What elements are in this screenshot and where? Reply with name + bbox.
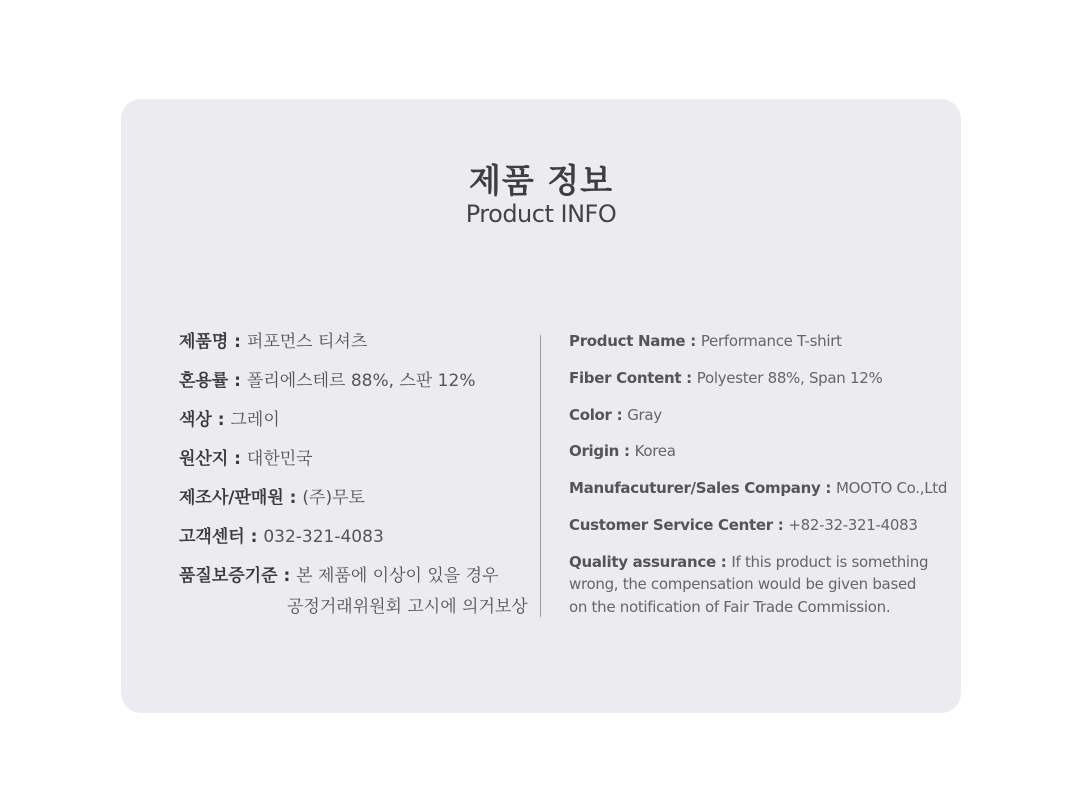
ko-product-name-row xyxy=(179,331,529,370)
en-maker-row xyxy=(569,477,948,514)
en-fiber-value: Polyester 88%, Span 12% xyxy=(696,368,883,387)
en-quality-value-line3: on the notification of Fair Trade Commission. xyxy=(569,597,891,616)
ko-maker-row xyxy=(179,487,529,526)
ko-fiber-row xyxy=(179,370,529,409)
column-divider xyxy=(540,335,541,617)
en-quality-line1 xyxy=(569,551,929,574)
en-product-name-label: Product Name : xyxy=(569,332,701,350)
ko-maker-value: (주)무토 xyxy=(302,488,365,508)
en-quality-value-line1: If this product is something xyxy=(731,552,929,571)
en-fiber-row xyxy=(569,367,929,404)
en-product-name-value: Performance T-shirt xyxy=(700,332,842,350)
en-product-name-row xyxy=(569,330,929,367)
ko-fiber-label: 혼용률 : xyxy=(179,371,247,391)
ko-customer-label: 고객센터 : xyxy=(179,527,264,547)
ko-quality-value-line2: 공정거래위원회 고시에 의거보상 xyxy=(287,597,528,617)
korean-info-column xyxy=(179,331,529,604)
en-quality-value-line2: wrong, the compensation would be given based xyxy=(569,575,917,594)
en-origin-value: Korea xyxy=(634,442,676,461)
ko-customer-row xyxy=(179,526,529,565)
ko-color-row xyxy=(179,409,529,448)
en-customer-row xyxy=(569,514,929,551)
product-info-card xyxy=(121,99,961,713)
ko-maker-label: 제조사/판매원 : xyxy=(179,488,303,508)
en-quality-block xyxy=(569,551,929,619)
english-info-column xyxy=(569,330,948,618)
ko-customer-value: 032-321-4083 xyxy=(263,527,384,547)
en-maker-label: Manufacuturer/Sales Company : xyxy=(569,479,837,498)
ko-origin-value: 대한민국 xyxy=(246,449,313,469)
ko-fiber-value: 폴리에스테르 88%, 스판 12% xyxy=(246,371,476,391)
en-maker-value: MOOTO Co.,Ltd xyxy=(836,479,948,498)
ko-quality-label: 품질보증기준 : xyxy=(179,566,297,586)
ko-quality-value-line1: 본 제품에 이상이 있을 경우 xyxy=(296,566,499,586)
ko-color-label: 색상 : xyxy=(179,410,231,430)
en-customer-label: Customer Service Center : xyxy=(569,515,789,534)
ko-color-value: 그레이 xyxy=(230,410,280,430)
ko-product-name-label: 제품명 : xyxy=(179,332,247,352)
page-subtitle-english: Product INFO xyxy=(465,200,617,228)
en-customer-value: +82-32-321-4083 xyxy=(788,515,918,534)
en-origin-row xyxy=(569,440,929,477)
en-color-value: Gray xyxy=(627,405,662,424)
page-title-korean: 제품 정보 xyxy=(468,161,613,200)
en-origin-label: Origin : xyxy=(569,442,635,461)
en-color-row xyxy=(569,404,929,441)
en-fiber-label: Fiber Content : xyxy=(569,368,697,387)
ko-product-name-value: 퍼포먼스 티셔츠 xyxy=(246,332,368,352)
ko-origin-label: 원산지 : xyxy=(179,449,247,469)
en-quality-label: Quality assurance : xyxy=(569,552,732,571)
ko-origin-row xyxy=(179,448,529,487)
en-color-label: Color : xyxy=(569,405,628,424)
